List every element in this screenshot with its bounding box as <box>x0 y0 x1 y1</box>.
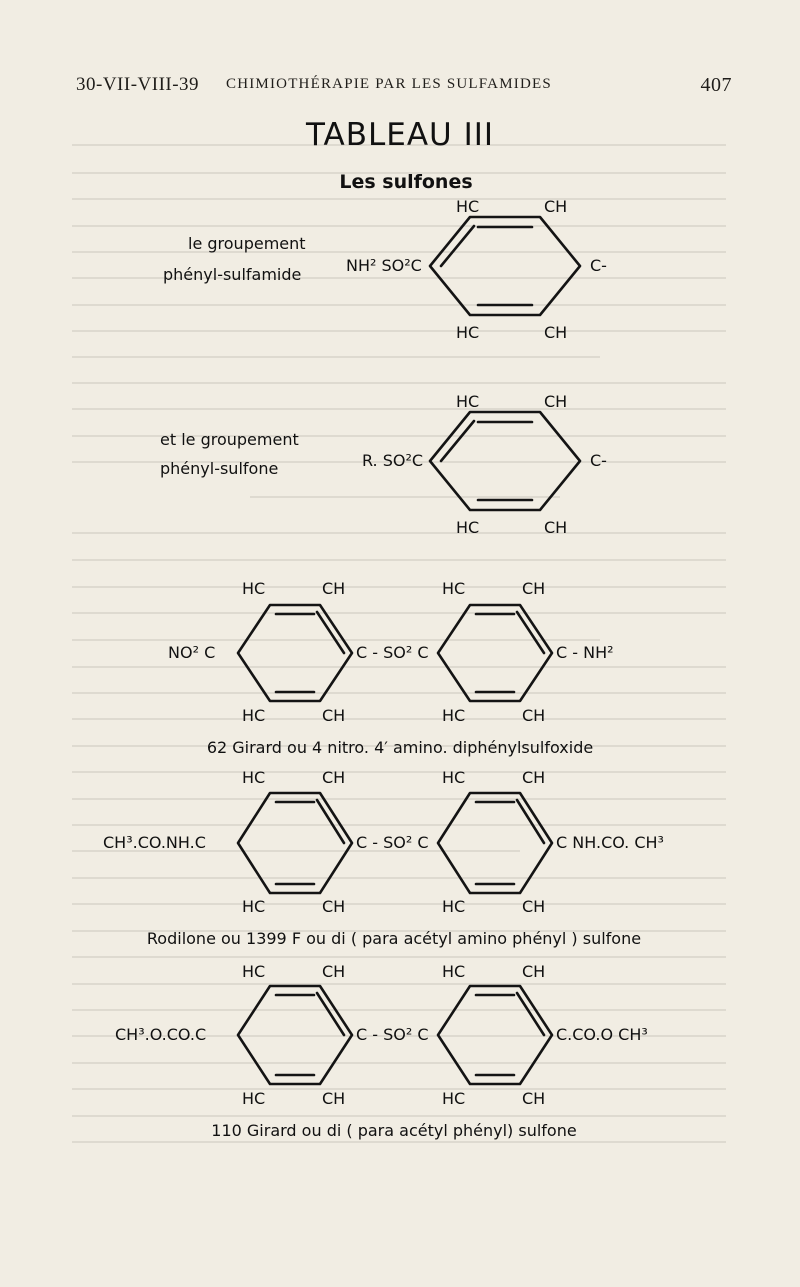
compound1-caption: 62 Girard ou 4 nitro. 4′ amino. diphénylsulfoxide <box>206 738 594 757</box>
g2-ring-ch-top: CH <box>544 392 568 411</box>
c1-bridge: C - SO² C <box>356 643 429 662</box>
c1-left-group: NO² C <box>168 643 216 662</box>
c2-left-ch-bottom: CH <box>322 897 346 916</box>
c3-left-ch-top: CH <box>322 962 346 981</box>
group1-label-line2: phényl-sulfamide <box>163 265 302 284</box>
c2-bridge: C - SO² C <box>356 833 429 852</box>
c1-left-ch-bottom: CH <box>322 706 346 725</box>
benzene-ring-compound2-left <box>238 793 352 893</box>
c3-left-hc-top: HC <box>242 962 266 981</box>
g1-ring-ch-bottom: CH <box>544 323 568 342</box>
running-header-title: CHIMIOTHÉRAPIE PAR LES SULFAMIDES <box>226 76 552 92</box>
benzene-ring-compound3-left <box>238 986 352 1084</box>
c2-right-ch-top: CH <box>522 768 546 787</box>
c2-left-group: CH³.CO.NH.C <box>103 833 206 852</box>
c1-right-hc-top: HC <box>442 579 466 598</box>
c1-left-hc-bottom: HC <box>242 706 266 725</box>
c1-left-hc-top: HC <box>242 579 266 598</box>
running-header-date: 30-VII-VIII-39 <box>76 74 200 95</box>
group1-label-line1: le groupement <box>188 234 306 253</box>
g1-ring-right: C- <box>590 256 607 275</box>
c2-left-hc-top: HC <box>242 768 266 787</box>
benzene-ring-compound1-left <box>238 605 352 701</box>
c2-left-hc-bottom: HC <box>242 897 266 916</box>
table-subtitle: Les sulfones <box>339 171 473 193</box>
c2-right-hc-top: HC <box>442 768 466 787</box>
compound3-caption: 110 Girard ou di ( para acétyl phényl) sulfone <box>211 1121 577 1140</box>
page-number: 407 <box>700 74 732 96</box>
c3-right-ch-bottom: CH <box>522 1089 546 1108</box>
c2-right-ch-bottom: CH <box>522 897 546 916</box>
benzene-ring-compound1-right <box>438 605 552 701</box>
c2-left-ch-top: CH <box>322 768 346 787</box>
c2-right-group: C NH.CO. CH³ <box>556 833 664 852</box>
c1-right-ch-bottom: CH <box>522 706 546 725</box>
c3-left-ch-bottom: CH <box>322 1089 346 1108</box>
c3-right-hc-bottom: HC <box>442 1089 466 1108</box>
benzene-ring-compound2-right <box>438 793 552 893</box>
group2-label-line1: et le groupement <box>160 430 299 449</box>
c2-right-hc-bottom: HC <box>442 897 466 916</box>
c3-left-group: CH³.O.CO.C <box>115 1025 207 1044</box>
c3-bridge: C - SO² C <box>356 1025 429 1044</box>
table-title: TABLEAU III <box>305 117 495 153</box>
c1-right-ch-top: CH <box>522 579 546 598</box>
benzene-ring-group1 <box>430 217 580 315</box>
group2-label-line2: phényl-sulfone <box>160 459 279 478</box>
g1-ring-hc-top: HC <box>456 197 480 216</box>
c1-right-hc-bottom: HC <box>442 706 466 725</box>
c1-right-group: C - NH² <box>556 643 614 662</box>
g1-ring-hc-bottom: HC <box>456 323 480 342</box>
benzene-ring-group2 <box>430 412 580 510</box>
c3-right-group: C.CO.O CH³ <box>556 1025 648 1044</box>
benzene-ring-compound3-right <box>438 986 552 1084</box>
g2-ring-hc-top: HC <box>456 392 480 411</box>
g2-ring-right: C- <box>590 451 607 470</box>
g1-formula: NH² SO²C <box>346 256 422 275</box>
g2-ring-hc-bottom: HC <box>456 518 480 537</box>
g2-ring-ch-bottom: CH <box>544 518 568 537</box>
g2-formula: R. SO²C <box>362 451 424 470</box>
compound2-caption: Rodilone ou 1399 F ou di ( para acétyl amino phényl ) sulfone <box>146 929 642 948</box>
c1-left-ch-top: CH <box>322 579 346 598</box>
c3-right-hc-top: HC <box>442 962 466 981</box>
g1-ring-ch-top: CH <box>544 197 568 216</box>
c3-left-hc-bottom: HC <box>242 1089 266 1108</box>
c3-right-ch-top: CH <box>522 962 546 981</box>
